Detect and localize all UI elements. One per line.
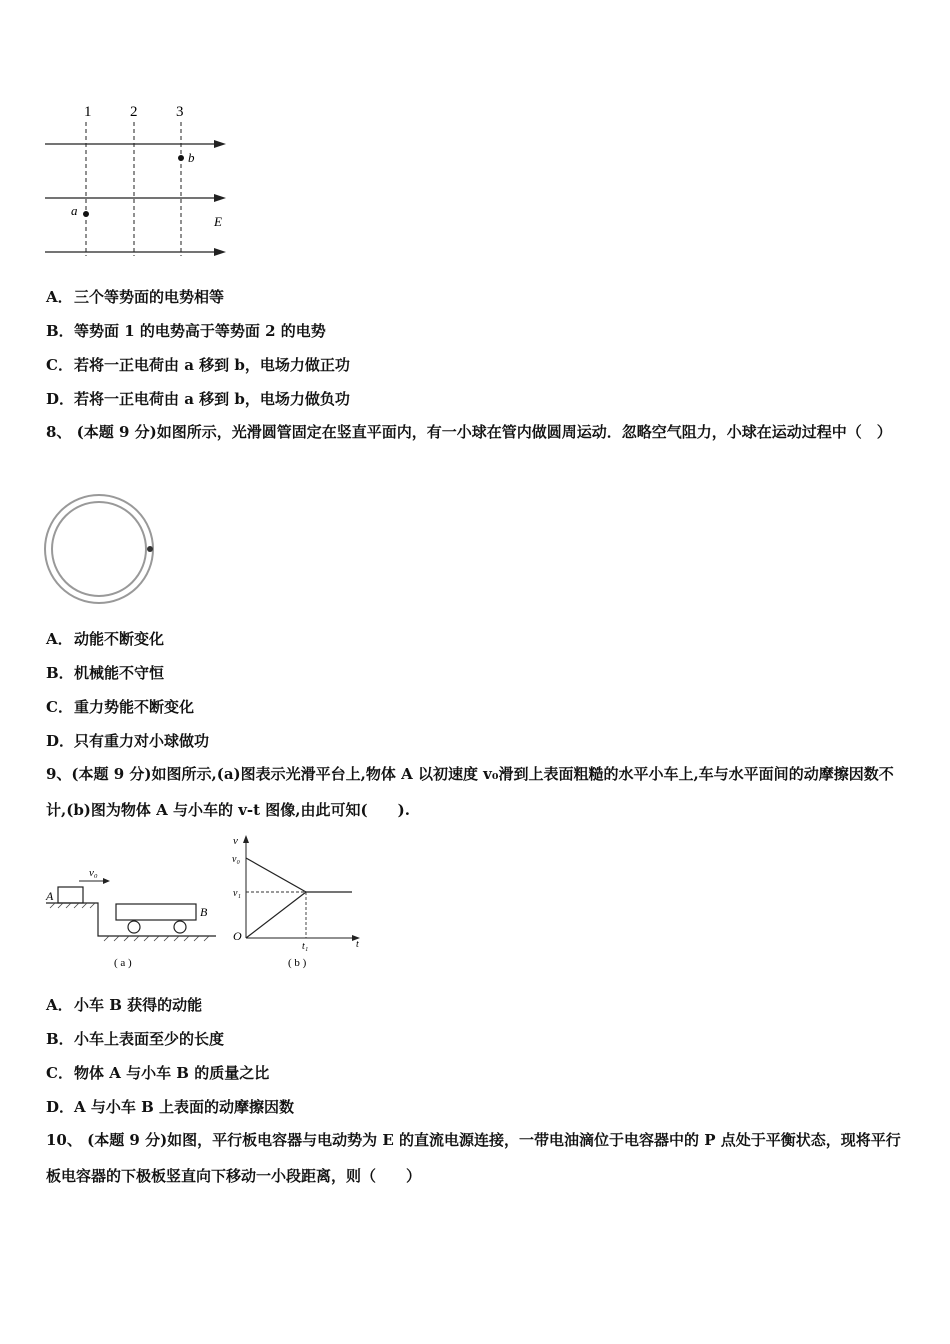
q8-option-c: C．重力势能不断变化 xyxy=(46,698,195,716)
q9-stem: 9、(本题 9 分)如图所示,(a)图表示光滑平台上,物体 A 以初速度 v₀滑到上表面粗糙的水平小车上,车与水平面间的动摩擦因数不计,(b)图为物体 A 与小车的 v-t 图像,由此可知( ). xyxy=(46,765,894,819)
tube-inner-wall xyxy=(52,502,146,596)
line-2-label: 2 xyxy=(130,104,138,120)
q8-option-d: D．只有重力对小球做功 xyxy=(46,732,210,750)
cart-wheel xyxy=(174,921,186,933)
q7-option-d: D．若将一正电荷由 a 移到 b，电场力做负功 xyxy=(46,390,350,408)
q9-option-d: D．A 与小车 B 上表面的动摩擦因数 xyxy=(46,1098,294,1116)
line-3-label: 3 xyxy=(176,104,184,120)
vt-graph-figure xyxy=(228,832,368,974)
point-b-label: b xyxy=(188,150,195,165)
q7-option-c: C．若将一正电荷由 a 移到 b，电场力做正功 xyxy=(46,356,350,374)
field-label: E xyxy=(214,214,222,229)
object-a-line xyxy=(246,858,306,892)
arrow-icon xyxy=(243,835,249,843)
q7-option-a: A．三个等势面的电势相等 xyxy=(46,288,225,306)
cart-wheel xyxy=(128,921,140,933)
fig-b-caption: ( b ) xyxy=(288,957,307,969)
origin-label: O xyxy=(233,929,242,943)
arrow-icon xyxy=(214,140,226,148)
v-axis-label: v xyxy=(233,835,238,847)
t-axis-label: t xyxy=(356,939,359,950)
point-a xyxy=(83,211,89,217)
q10-stem: 10、 (本题 9 分)如图，平行板电容器与电动势为 E 的直流电源连接，一带电油滴位于电容器中的 P 点处于平衡状态，现将平行板电容器的下极板竖直向下移动一小段距离，则（ ） xyxy=(46,1131,901,1185)
point-a-label: a xyxy=(71,203,78,218)
block-a xyxy=(58,887,83,903)
cart-b-line xyxy=(246,892,306,938)
t1-label: t₁ xyxy=(302,941,309,952)
q9-option-c: C．物体 A 与小车 B 的质量之比 xyxy=(46,1064,270,1082)
tube-outer-wall xyxy=(45,495,153,603)
equipotential-figure xyxy=(40,96,240,266)
v0-label: v₀ xyxy=(232,854,240,865)
block-cart-figure xyxy=(44,860,224,974)
block-a-label: A xyxy=(46,889,54,903)
q7-option-b: B．等势面 1 的电势高于等势面 2 的电势 xyxy=(46,322,326,340)
q8-option-b: B．机械能不守恒 xyxy=(46,664,165,682)
arrow-icon xyxy=(103,878,110,884)
circular-tube-figure xyxy=(42,492,160,610)
v1-label: v₁ xyxy=(233,888,241,899)
point-b xyxy=(178,155,184,161)
ball xyxy=(147,546,153,552)
fig-a-caption: ( a ) xyxy=(114,957,132,969)
arrow-icon xyxy=(214,248,226,256)
cart-b-label: B xyxy=(200,905,208,919)
line-1-label: 1 xyxy=(84,104,92,120)
q8-option-a: A．动能不断变化 xyxy=(46,630,165,648)
v0-arrow-label: v₀ xyxy=(89,867,98,879)
q8-stem: 8、 (本题 9 分)如图所示，光滑圆管固定在竖直平面内，有一小球在管内做圆周运动．忽略空气阻力，小球在运动过程中（ ） xyxy=(46,423,892,441)
q9-option-a: A．小车 B 获得的动能 xyxy=(46,996,203,1014)
q9-option-b: B．小车上表面至少的长度 xyxy=(46,1030,225,1048)
arrow-icon xyxy=(214,194,226,202)
cart-b-body xyxy=(116,904,196,920)
